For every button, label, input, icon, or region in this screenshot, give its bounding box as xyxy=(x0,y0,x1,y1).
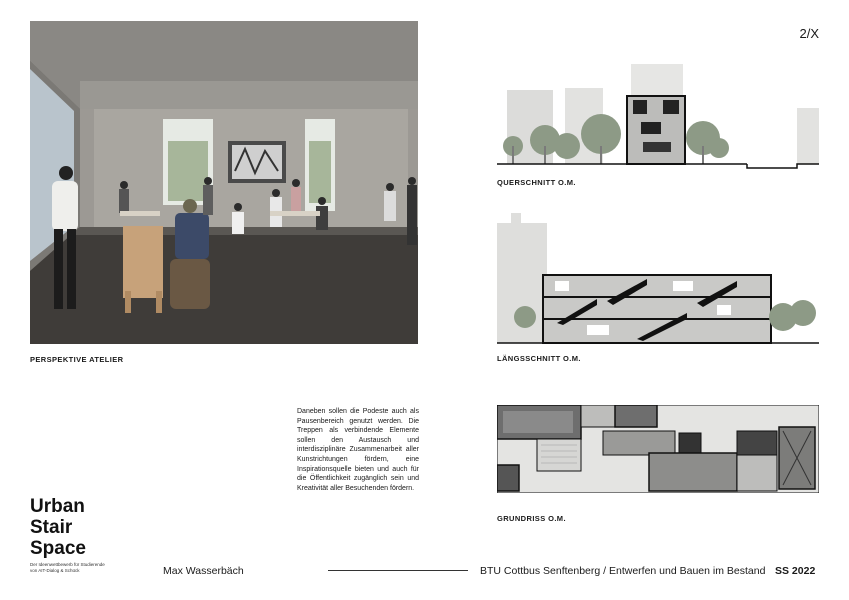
semester-label: SS 2022 xyxy=(775,565,816,577)
title-line-1: Urban xyxy=(30,496,85,517)
long-section-caption: LÄNGSSCHNITT O.M. xyxy=(497,354,581,363)
floor-plan-svg xyxy=(497,405,819,493)
page-number: 2/X xyxy=(799,26,819,41)
cross-section-caption: QUERSCHNITT O.M. xyxy=(497,178,576,187)
project-title xyxy=(30,496,86,559)
floor-plan-caption: GRUNDRISS O.M. xyxy=(497,514,566,523)
long-section-drawing xyxy=(497,213,819,345)
subtitle-line-2: von AIT-Dialog & Schück xyxy=(30,568,80,573)
cross-section-svg xyxy=(497,62,819,174)
author-name: Max Wasserbäch xyxy=(163,565,244,577)
description-text: Daneben sollen die Podeste auch als Pausenbereich genutzt werden. Die Treppen als verbindende Elemente sollen den Austausch und interdisziplinäre Zusammenarbeit aller Kunstrichtungen fördern, eine Inspirationsquelle bieten und auch für die Öffentlichkeit zugänglich sein und Kreativität aller Besuchenden fördern. xyxy=(297,408,419,492)
course-name: BTU Cottbus Senftenberg / Entwerfen und Bauen im Bestand xyxy=(480,565,766,577)
long-section-svg xyxy=(497,213,819,345)
perspective-image xyxy=(30,21,418,344)
title-line-2: Stair xyxy=(30,517,73,538)
subtitle-line-1: Der Ideenwettbewerb für Studierende xyxy=(30,562,105,567)
cross-section-drawing xyxy=(497,62,819,174)
project-subtitle xyxy=(30,562,140,574)
title-line-3: Space xyxy=(30,538,86,559)
atelier-rendering xyxy=(30,21,418,344)
floor-plan-drawing xyxy=(497,405,819,493)
footer-divider xyxy=(328,570,468,571)
perspective-caption: PERSPEKTIVE ATELIER xyxy=(30,355,124,364)
